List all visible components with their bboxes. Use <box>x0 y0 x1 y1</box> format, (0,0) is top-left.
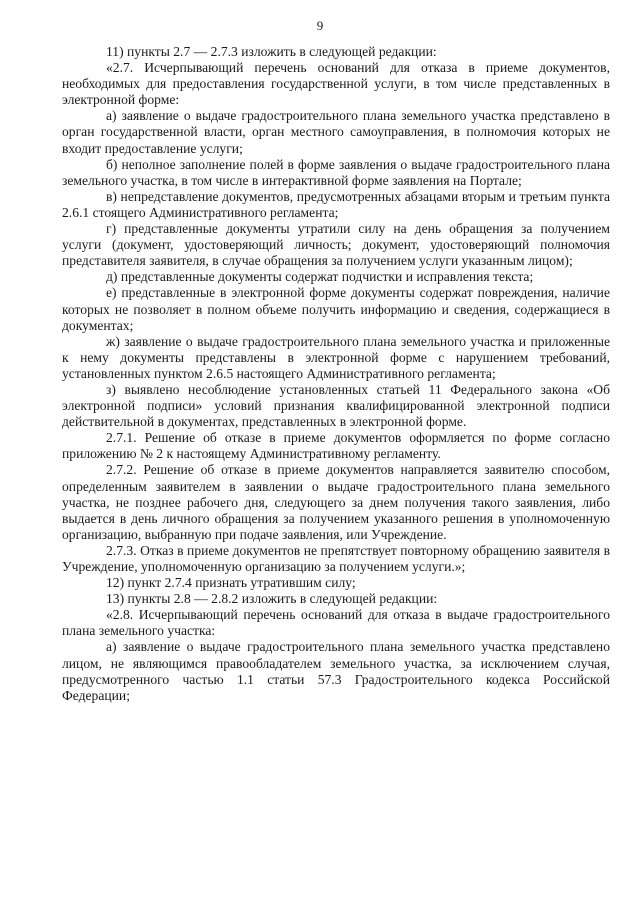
paragraph-2-7-2: 2.7.2. Решение об отказе в приеме документов направляется заявителю способом, определенным заявителем в заявлении о выдаче градостроительного плана земельного участка, не позднее рабочего дня, следующего за днем получения такого заявления, либо выдается в день личного обращения за получением указанного решения в уполномоченную организацию, выбранную при подаче заявления, или Учреждение. <box>62 462 610 542</box>
paragraph-2-7-zh: ж) заявление о выдаче градостроительного плана земельного участка и приложенные к нему документы представлены в электронной форме с нарушением требований, установленных пунктом 2.6.5 настоящего Административного регламента; <box>62 333 610 381</box>
paragraph-2-7-b: б) неполное заполнение полей в форме заявления о выдаче градостроительного плана земельного участка, в том числе в интерактивной форме заявления на Портале; <box>62 156 610 188</box>
paragraph-2-7-e: е) представленные в электронной форме документы содержат повреждения, наличие которых не позволяет в полном объеме получить информацию и сведения, содержащиеся в документах; <box>62 285 610 333</box>
document-body <box>62 44 610 704</box>
paragraph-2-7-v: в) непредставление документов, предусмотренных абзацами вторым и третьим пункта 2.6.1 стоящего Административного регламента; <box>62 188 610 220</box>
paragraph-2-7-g: г) представленные документы утратили силу на день обращения за получением услуги (документ, удостоверяющий личность; документ, удостоверяющий полномочия представителя заявителя, в случае обращения за получением услуги указанным лицом); <box>62 221 610 269</box>
paragraph-2-7-heading: «2.7. Исчерпывающий перечень оснований для отказа в приеме документов, необходимых для предоставления государственной услуги, в том числе представленных в электронной форме: <box>62 60 610 108</box>
paragraph-2-7-a: а) заявление о выдаче градостроительного плана земельного участка представлено в орган государственной власти, орган местного самоуправления, в полномочия которых не входит предоставление услуги; <box>62 108 610 156</box>
paragraph-2-7-d: д) представленные документы содержат подчистки и исправления текста; <box>106 269 534 285</box>
paragraph-item-11: 11) пункты 2.7 — 2.7.3 изложить в следующей редакции: <box>106 44 437 59</box>
paragraph-2-7-3: 2.7.3. Отказ в приеме документов не препятствует повторному обращению заявителя в Учреждение, уполномоченную организацию за получением услуги.»; <box>62 542 610 574</box>
paragraph-2-8-heading: «2.8. Исчерпывающий перечень оснований для отказа в выдаче градостроительного плана земельного участка: <box>62 607 610 639</box>
paragraph-item-12: 12) пункт 2.7.4 признать утратившим силу; <box>106 575 356 591</box>
paragraph-item-13: 13) пункты 2.8 — 2.8.2 изложить в следующей редакции: <box>106 591 438 607</box>
paragraph-2-7-z: з) выявлено несоблюдение установленных статьей 11 Федерального закона «Об электронной подписи» условий признания квалифицированной электронной подписи действительной в документах, представленных в электронной форме. <box>62 381 610 430</box>
page-number: 9 <box>316 18 324 33</box>
paragraph-2-7-1: 2.7.1. Решение об отказе в приеме документов оформляется по форме согласно приложению № 2 к настоящему Административному регламенту. <box>62 430 610 462</box>
paragraph-2-8-a: а) заявление о выдаче градостроительного плана земельного участка представлено лицом, не являющимся правообладателем земельного участка, за исключением случая, предусмотренного частью 1.1 статьи 57.3 Градостроительного кодекса Российской Федерации; <box>62 639 610 703</box>
